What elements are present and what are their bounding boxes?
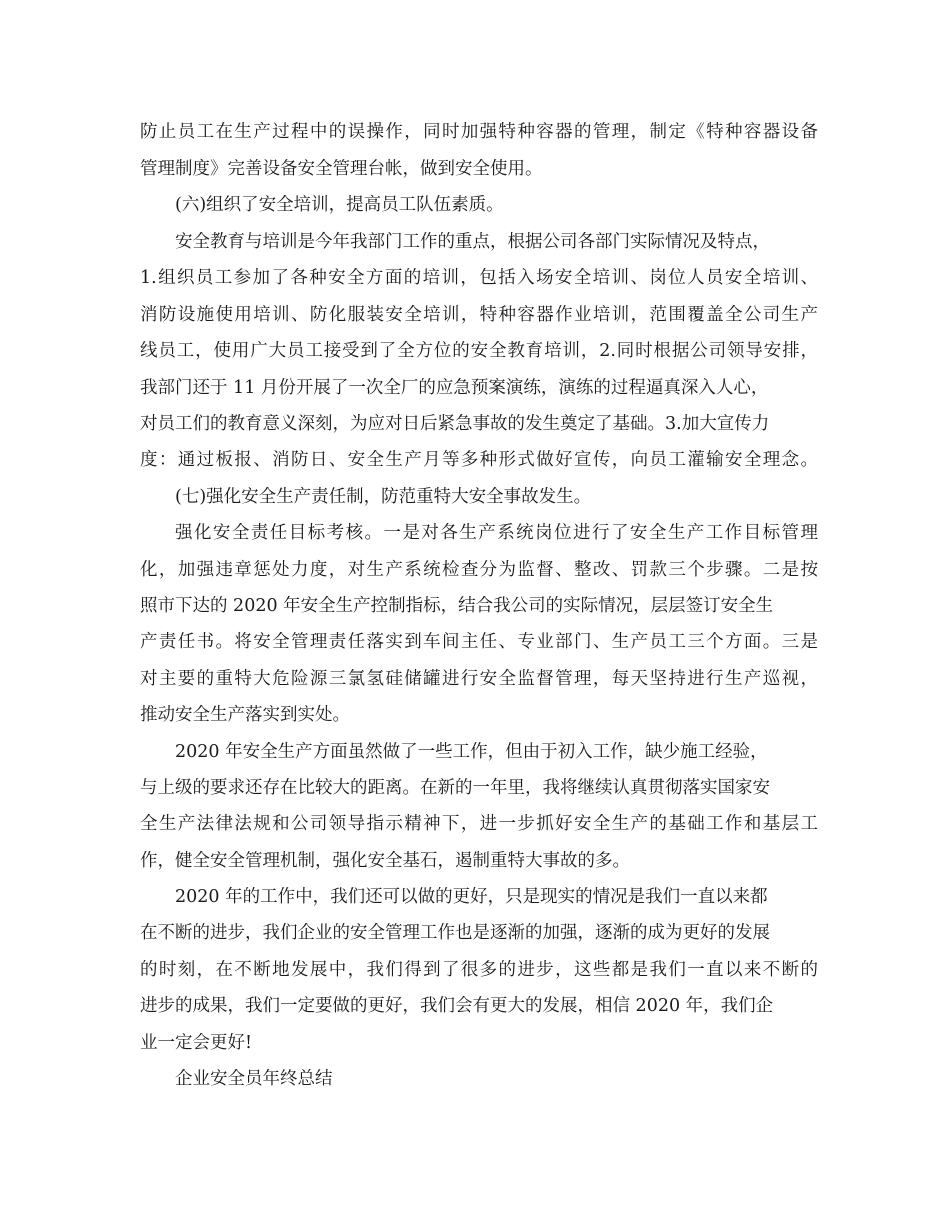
text-line: 的时刻，在不断地发展中，我们得到了很多的进步，这些都是我们一直以来不断的 — [140, 960, 818, 980]
document-title: 企业安全员年终总结 — [175, 1069, 333, 1089]
text-line: 线员工，使用广大员工接受到了全方位的安全教育培训，2.同时根据公司领导安排， — [140, 341, 818, 361]
text-line: 安全教育与培训是今年我部门工作的重点，根据公司各部门实际情况及特点， — [175, 232, 770, 252]
text-line: 化，加强违章惩处力度，对生产系统检查分为监督、整改、罚款三个步骤。二是按 — [140, 560, 818, 580]
text-line: 产责任书。将安全管理责任落实到车间主任、专业部门、生产员工三个方面。三是 — [140, 632, 818, 652]
text-line: 防止员工在生产过程中的误操作，同时加强特种容器的管理，制定《特种容器设备 — [140, 122, 818, 142]
text-line: 2020 年的工作中，我们还可以做的更好，只是现实的情况是我们一直以来都 — [175, 887, 768, 907]
text-line: 对员工们的教育意义深刻，为应对日后紧急事故的发生奠定了基础。3.加大宣传力 — [140, 414, 770, 434]
text-line: 照市下达的 2020 年安全生产控制指标，结合我公司的实际情况，层层签订安全生 — [140, 596, 774, 616]
text-line: 业一定会更好! — [140, 1033, 253, 1053]
text-line: 我部门还于 11 月份开展了一次全厂的应急预案演练，演练的过程逼真深入人心， — [140, 378, 769, 398]
text-line: 度：通过板报、消防日、安全生产月等多种形式做好宣传，向员工灌输安全理念。 — [140, 450, 818, 470]
text-line: 推动安全生产落实到实处。 — [140, 705, 350, 725]
text-line: 全生产法律法规和公司领导指示精神下，进一步抓好安全生产的基础工作和基层工 — [140, 814, 818, 834]
text-line: 强化安全责任目标考核。一是对各生产系统岗位进行了安全生产工作目标管理 — [175, 523, 818, 543]
text-line: 与上级的要求还存在比较大的距离。在新的一年里，我将继续认真贯彻落实国家安 — [140, 778, 770, 798]
text-line: 管理制度》完善设备安全管理台帐，做到安全使用。 — [140, 159, 543, 179]
text-line: 2020 年安全生产方面虽然做了一些工作，但由于初入工作，缺少施工经验， — [175, 742, 768, 762]
text-line: 对主要的重特大危险源三氯氢硅储罐进行安全监督管理，每天坚持进行生产巡视， — [140, 669, 818, 689]
text-line: 作，健全安全管理机制，强化安全基石，遏制重特大事故的多。 — [140, 851, 630, 871]
text-line: 1.组织员工参加了各种安全方面的培训，包括入场安全培训、岗位人员安全培训、 — [140, 268, 818, 288]
text-line: 消防设施使用培训、防化服装安全培训，特种容器作业培训，范围覆盖全公司生产 — [140, 305, 818, 325]
text-line: 在不断的进步，我们企业的安全管理工作也是逐渐的加强，逐渐的成为更好的发展 — [140, 923, 770, 943]
section-heading: (七)强化安全生产责任制，防范重特大安全事故发生。 — [175, 487, 592, 507]
section-heading: (六)组织了安全培训，提高员工队伍素质。 — [175, 195, 504, 215]
text-line: 进步的成果，我们一定要做的更好，我们会有更大的发展，相信 2020 年，我们企 — [140, 996, 774, 1016]
